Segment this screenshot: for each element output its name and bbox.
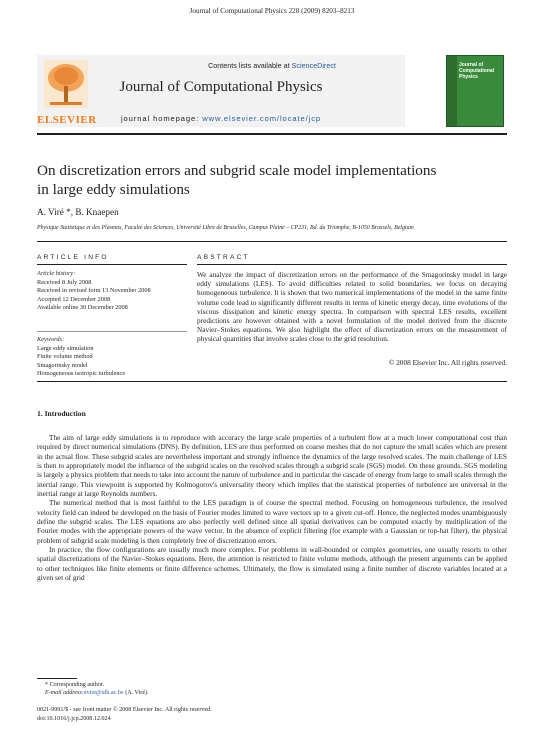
keywords xyxy=(37,336,125,379)
footnote xyxy=(37,681,149,697)
contents-prefix: Contents lists available at xyxy=(208,61,292,70)
running-head: Journal of Computational Physics 228 (2009) 8203–8213 xyxy=(189,7,355,15)
history-online: Available online 30 December 2008 xyxy=(37,304,128,312)
keywords-rule xyxy=(37,331,187,332)
paragraph: The aim of large eddy simulations is to reproduce with accuracy the large scale properties of a turbulent flow at a much lower computational cost than required by direct numerical simulations (DNS). By definition, LES are thus performed on coarse meshes that do not capture the small scales which are present in the actual flow. These subgrid scales are nevertheless important and strongly influence the dynamics of the large resolved scales. The main challenge of LES is then to appropriately model the influence of the subgrid scales on the resolved scales through a subgrid scale (SGS) model. On these grounds, SGS modeling is largely a physics problem that needs to take into account the nature of turbulence and in particular the cascade of energy from large to small scales through the inertial range. This viewpoint is supported by Kolmogorov's universality theory which implies that the statistical properties of turbulence are universal in the inertial range at large Reynolds numbers. xyxy=(37,433,507,499)
elsevier-tree-logo xyxy=(44,60,88,108)
homepage-prefix: journal homepage: xyxy=(120,114,203,123)
article-info-rule xyxy=(37,264,187,265)
keyword: Homogeneous isotropic turbulence xyxy=(37,370,126,378)
issn-line: 0021-9991/$ - see front matter © 2008 Elsevier Inc. All rights reserved. xyxy=(37,707,212,713)
article-info-heading: ARTICLE INFO xyxy=(37,254,109,261)
email-link[interactable]: avire@ulb.ac.be xyxy=(83,690,124,696)
paragraph: The numerical method that is most faithful to the LES paradigm is of course the spectral method. Focusing on homogeneous turbulence, the resolved velocity field can indeed be developed on the basis of Fourier modes limited to wave vectors up to a given cut-off. Hence, the neglected modes unambiguously define the subgrid scales. The LES equations are also perfectly well defined since all spatial derivatives can be computed exactly by multiplication of the Fourier modes with the appropriate powers of the wave vector. In the absence of explicit filtering (for example with a Gaussian or top-hat filter), the physical problem of subgrid scale modeling is then completely free of discretization errors. xyxy=(37,498,507,545)
abstract-rule xyxy=(197,264,507,265)
cover-strip xyxy=(447,56,457,127)
article-history xyxy=(37,270,151,313)
history-label: Article history: xyxy=(37,270,76,277)
paragraph: In practice, the flow configurations are usually much more complex. For problems in wall-bounded or complex geometries, one usually resorts to other spatial discretizations of the Navier–Stokes equations. Here, the attention is restricted to finite volume methods, although the present arguments can be applied to other techniques like finite elements or finite difference schemes. Ultimately, the flow is simulated using a finite number of discrete variables located at a given set of grid xyxy=(37,545,507,583)
abstract-end-rule xyxy=(37,381,507,382)
corresponding-author-note: * Corresponding author. xyxy=(45,682,105,688)
cover-title: Journal of Computational Physics xyxy=(459,62,494,80)
doi-line[interactable]: doi:10.1016/j.jcp.2008.12.024 xyxy=(37,715,111,722)
abstract-heading: ABSTRACT xyxy=(197,254,250,261)
title-line-2: in large eddy simulations xyxy=(37,181,190,198)
page-footer xyxy=(37,706,212,723)
email-label: E-mail address: xyxy=(45,690,84,696)
journal-cover-thumbnail xyxy=(446,55,504,127)
history-revised: Received in revised form 13 November 2008 xyxy=(37,287,151,295)
homepage-link[interactable]: www.elsevier.com/locate/jcp xyxy=(202,114,322,123)
header-rule xyxy=(37,241,507,242)
title-line-1: On discretization errors and subgrid scale model implementations xyxy=(37,162,437,179)
history-received: Received 8 July 2008 xyxy=(37,278,92,286)
abstract-text: We analyze the impact of discretization errors on the performance of the Smagorinsky model in large eddy simulations (LES). To avoid difficulties related to solid boundaries, we focus on decaying homogeneous turbulence. It is shown that two numerical implementations of the model in the same finite volume code lead to significantly different results in terms of kinetic energy decay, time evolutions of the viscous dissipation and kinetic energy spectra. In comparison with spectral LES results, excellent predictions are however obtained with a novel formulation of the model derived from the discrete Navier–Stokes equations. We also highlight the effect of discretization errors on the measurement of physical quantities that involve scales close to the grid resolution. xyxy=(197,270,507,344)
masthead-rule xyxy=(37,133,507,135)
publisher-name: ELSEVIER xyxy=(37,114,97,126)
body-text xyxy=(37,433,507,583)
keyword: Large eddy simulation xyxy=(37,344,94,352)
affiliation: Physique Statistique et des Plasmas, Faculté des Sciences, Université Libre de Bruxelles, Campus Plaine – CP231, Bd. du Triomphe, B-1050 Brussels, Belgium xyxy=(37,225,414,231)
sciencedirect-link[interactable]: ScienceDirect xyxy=(291,61,336,70)
keyword: Smagorinsky model xyxy=(37,361,88,369)
footnote-rule xyxy=(37,678,77,679)
keywords-label: Keywords: xyxy=(37,336,65,343)
article-title xyxy=(37,161,507,199)
journal-title: Journal of Computational Physics xyxy=(119,79,323,95)
keyword: Finite volume method xyxy=(37,353,93,361)
section-heading: 1. Introduction xyxy=(37,409,86,418)
history-accepted: Accepted 12 December 2008 xyxy=(37,295,111,303)
authors: A. Viré *, B. Knaepen xyxy=(37,207,119,217)
email-suffix: (A. Viré). xyxy=(123,690,149,696)
abstract-copyright: © 2008 Elsevier Inc. All rights reserved. xyxy=(388,358,507,367)
